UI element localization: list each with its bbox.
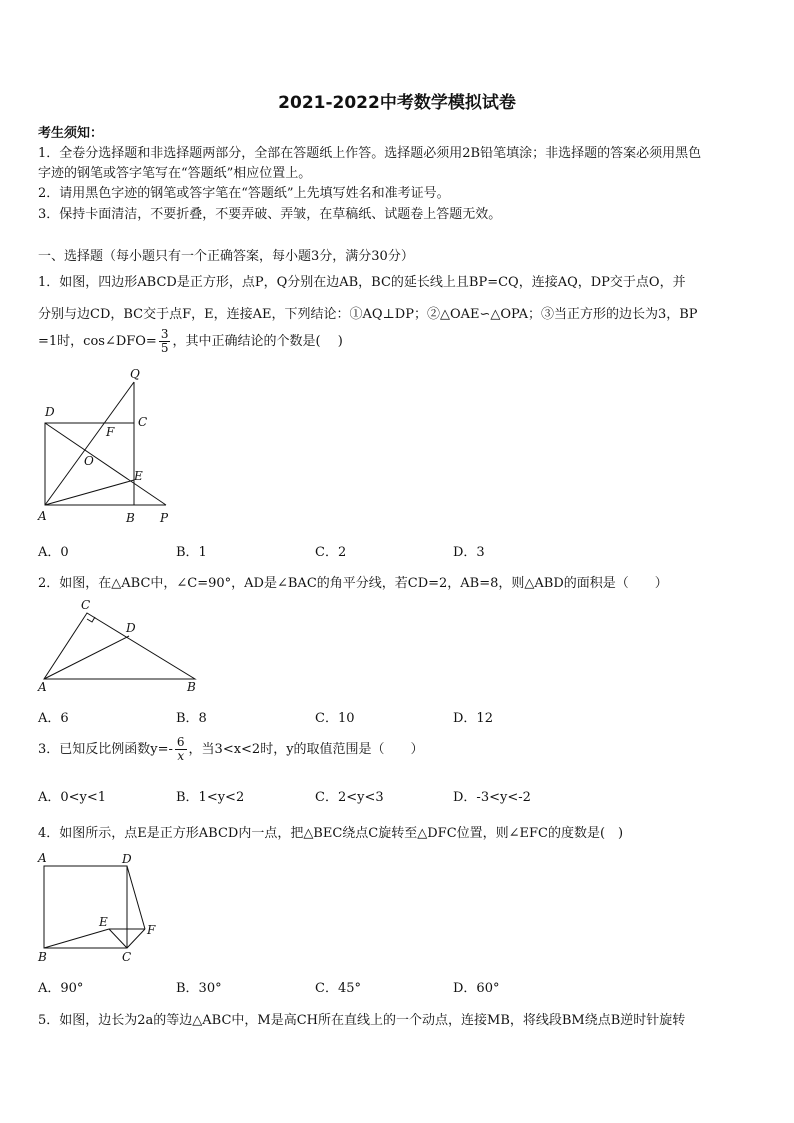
q3-fraction (175, 736, 187, 763)
notice-item: 字迹的钢笔或答字笔写在“答题纸”相应位置上。 (38, 166, 312, 181)
label-b: B (187, 680, 196, 694)
line-aq (45, 382, 134, 505)
label-e: E (134, 469, 143, 483)
segment-ec (109, 929, 127, 948)
q3-text (38, 736, 424, 763)
q1-line3-pre: =1时，cos∠DFO= (38, 334, 157, 349)
q4-option-d[interactable]: D．60° (453, 981, 500, 996)
q1-figure (30, 368, 190, 528)
q1-option-b[interactable]: B．1 (176, 545, 207, 560)
page-title: 2021-2022中考数学模拟试卷 (278, 93, 516, 113)
q1-option-a[interactable]: A．0 (38, 545, 69, 560)
notice-item: 1．全卷分选择题和非选择题两部分，全部在答题纸上作答。选择题必须用2B铅笔填涂；非选择题的答案必须用黑色 (38, 146, 702, 161)
label-c: C (81, 598, 91, 612)
label-f: F (147, 923, 156, 937)
label-c: C (122, 950, 132, 964)
q2-option-a[interactable]: A．6 (38, 711, 69, 726)
q1-text-line3 (38, 328, 343, 355)
notice-item: 2．请用黑色字迹的钢笔或答字笔在“答题纸”上先填写姓名和准考证号。 (38, 186, 450, 201)
notice-heading: 考生须知： (38, 126, 104, 141)
label-f: F (106, 425, 115, 439)
segment-ad (44, 636, 129, 679)
section-heading: 一、选择题（每小题只有一个正确答案，每小题3分，满分30分） (38, 249, 414, 264)
q2-option-d[interactable]: D．12 (453, 711, 493, 726)
label-a: A (38, 509, 47, 523)
label-b: B (38, 950, 47, 964)
label-p: P (160, 511, 169, 525)
label-b: B (126, 511, 135, 525)
q2-text: 2．如图，在△ABC中，∠C=90°，AD是∠BAC的角平分线，若CD=2，AB=8，则△ABD的面积是（ ） (38, 576, 668, 591)
label-d: D (45, 405, 55, 419)
q1-option-c[interactable]: C．2 (315, 545, 347, 560)
q1-text-line2: 分别与边CD，BC交于点F，E，连接AE，下列结论：①AQ⊥DP；②△OAE∽△OPA；③当正方形的边长为3，BP (38, 307, 698, 322)
label-a: A (38, 851, 47, 865)
q1-frac-den: 5 (160, 341, 169, 355)
q3-option-d[interactable]: D．-3<y<-2 (453, 790, 531, 805)
label-d: D (122, 852, 132, 866)
q3-frac-num: 6 (176, 735, 185, 749)
label-o: O (84, 454, 94, 468)
q4-text: 4．如图所示，点E是正方形ABCD内一点，把△BEC绕点C旋转至△DFC位置，则∠EFC的度数是( ) (38, 826, 624, 841)
q1-frac-num: 3 (160, 327, 169, 341)
q3-pre: 3．已知反比例函数y=- (38, 742, 173, 757)
q3-post: ，当3<x<2时，y的取值范围是（ ） (188, 742, 424, 757)
q4-option-c[interactable]: C．45° (315, 981, 361, 996)
q1-text-line1: 1．如图，四边形ABCD是正方形，点P，Q分别在边AB，BC的延长线上且BP=CQ，连接AQ，DP交于点O，并 (38, 275, 686, 290)
q4-option-a[interactable]: A．90° (38, 981, 84, 996)
q1-fraction (159, 328, 171, 355)
right-angle-mark (87, 617, 95, 622)
label-e: E (99, 915, 108, 929)
segment-fc (127, 929, 145, 948)
q3-option-b[interactable]: B．1<y<2 (176, 790, 245, 805)
q5-text: 5．如图，边长为2a的等边△ABC中，M是高CH所在直线上的一个动点，连接MB，将线段BM绕点B逆时针旋转 (38, 1013, 686, 1028)
q2-option-c[interactable]: C．10 (315, 711, 355, 726)
label-d: D (126, 621, 136, 635)
q2-option-b[interactable]: B．8 (176, 711, 207, 726)
q4-option-b[interactable]: B．30° (176, 981, 222, 996)
label-q: Q (130, 367, 140, 381)
q1-line3-post: ，其中正确结论的个数是( ) (172, 334, 343, 349)
label-c: C (138, 415, 148, 429)
label-a: A (38, 680, 47, 694)
q3-option-c[interactable]: C．2<y<3 (315, 790, 384, 805)
q3-frac-den: x (177, 749, 185, 763)
q3-option-a[interactable]: A．0<y<1 (38, 790, 107, 805)
q1-option-d[interactable]: D．3 (453, 545, 485, 560)
segment-ae (45, 480, 134, 505)
segment-be (44, 929, 109, 948)
q2-figure (34, 596, 204, 696)
notice-item: 3．保持卡面清洁，不要折叠，不要弄破、弄皱，在草稿纸、试题卷上答题无效。 (38, 207, 502, 222)
triangle-abc (44, 613, 195, 679)
q4-figure (34, 850, 164, 965)
segment-df (127, 866, 145, 929)
